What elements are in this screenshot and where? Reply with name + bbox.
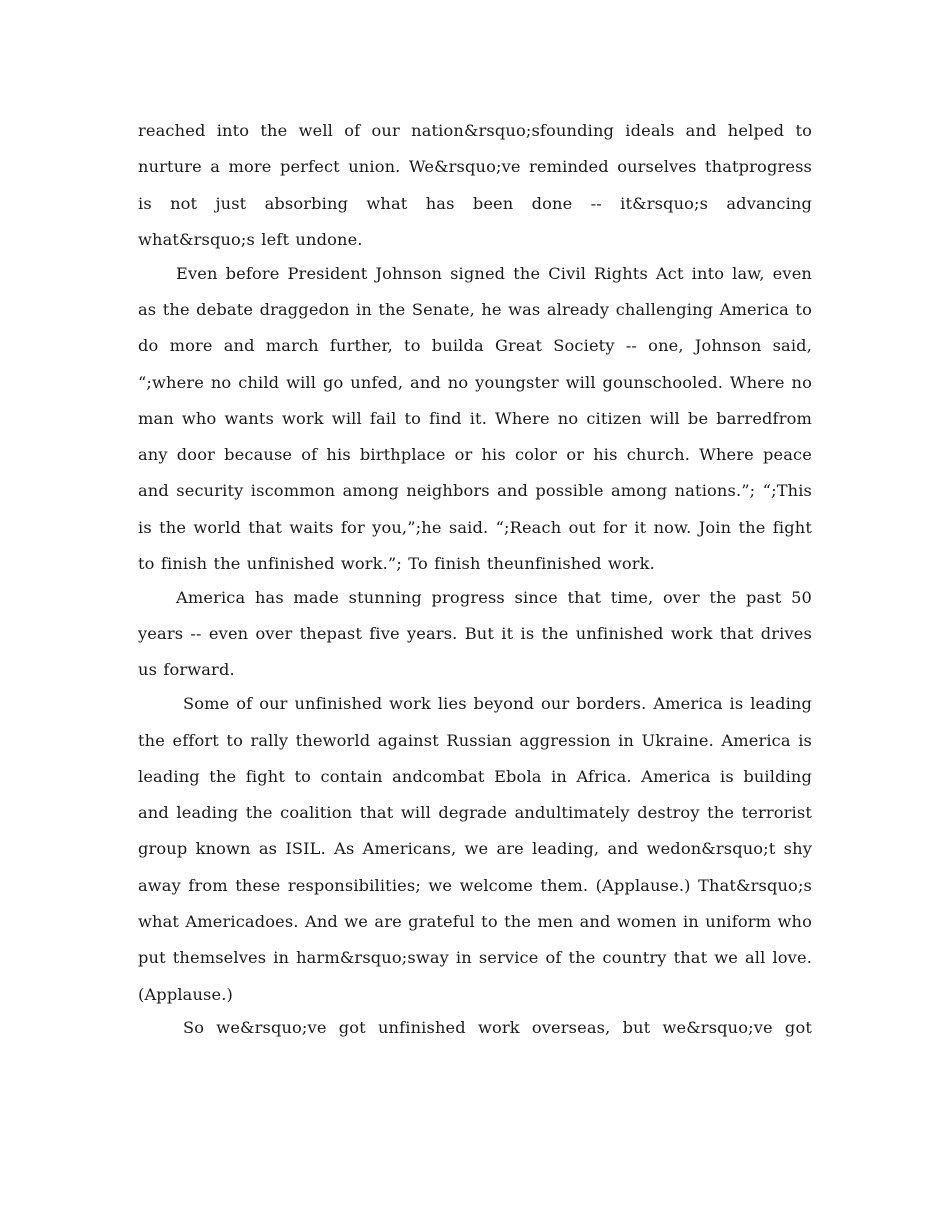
- document-body: [138, 113, 812, 1043]
- paragraph-3: America has made stunning progress since that time, over the past 50 years -- even over thepast five years. But it is the unfinished work that drives us forward.: [138, 587, 812, 680]
- paragraph-2: Even before President Johnson signed the Civil Rights Act into law, even as the debate draggedon in the Senate, he was already challenging America to do more and march further, to builda Great Society -- one, Johnson said, “;where no child will go unfed, and no youngster will gounschooled. Where no man who wants work will fail to find it. Where no citizen will be barredfrom any door because of his birthplace or his color or his church. Where peace and security iscommon among neighbors and possible among nations.”; “;This is the world that waits for you,”;he said. “;Reach out for it now. Join the fight to finish the unfinished work.”; To finish theunfinished work.: [138, 263, 812, 574]
- paragraph-5: So we&rsquo;ve got unfinished work overseas, but we&rsquo;ve got: [183, 1018, 812, 1038]
- paragraph-4: Some of our unfinished work lies beyond our borders. America is leading the effort to rally theworld against Russian aggression in Ukraine. America is leading the fight to contain andcombat Ebola in Africa. America is building and leading the coalition that will degrade andultimately destroy the terrorist group known as ISIL. As Americans, we are leading, and wedon&rsquo;t shy away from these responsibilities; we welcome them. (Applause.) That&rsquo;s what Americadoes. And we are grateful to the men and women in uniform who put themselves in harm&rsquo;sway in service of the country that we all love. (Applause.): [138, 694, 812, 1004]
- paragraph-1: reached into the well of our nation&rsquo;sfounding ideals and helped to nurture a more perfect union. We&rsquo;ve reminded ourselves thatprogress is not just absorbing what has been done -- it&rsquo;s advancing what&rsquo;s left undone.: [138, 121, 812, 249]
